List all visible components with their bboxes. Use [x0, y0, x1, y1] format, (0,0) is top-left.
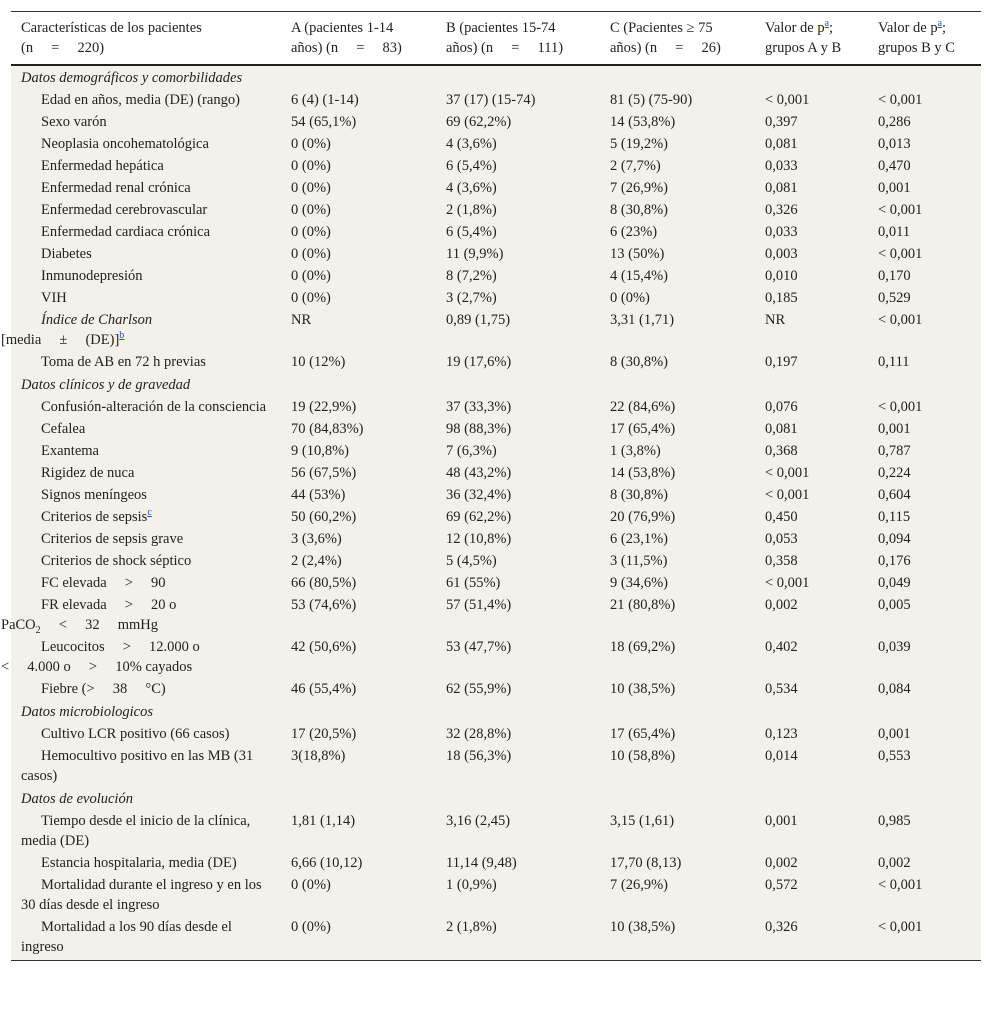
cell-p-ab: 0,326 [755, 916, 868, 961]
cell-a: 0 (0%) [291, 202, 331, 218]
cell-p-bc: 0,011 [878, 224, 911, 240]
table-row [11, 133, 981, 155]
cell-p-bc: 0,787 [878, 443, 911, 459]
cell-c: 14 (53,8%) [610, 465, 676, 481]
cell-b: 98 (88,3%) [446, 421, 512, 437]
cell-p-ab: 0,014 [765, 748, 798, 764]
table-row [11, 111, 981, 133]
cell-p-ab: 0,053 [765, 531, 798, 547]
cell-c: 17 (65,4%) [610, 726, 676, 742]
row-label: Hemocultivo positivo en las MB (31 casos) [21, 748, 254, 784]
cell-c: 81 (5) (75-90) [610, 92, 693, 108]
row-label: Diabetes [41, 246, 92, 262]
cell-p-bc: 0,115 [878, 509, 911, 525]
cell-a: 53 (74,6%) [291, 597, 357, 613]
header-group-c: C (Pacientes ≥ 75 años) (n = 26) [600, 12, 755, 66]
cell-p-ab: 0,534 [765, 681, 798, 697]
cell-b: 3 (2,7%) [446, 290, 497, 306]
cell-b: 57 (51,4%) [446, 597, 512, 613]
cell-b: 11 (9,9%) [446, 246, 504, 262]
section-title: Datos demográficos y comorbilidades [21, 70, 243, 86]
cell-p-ab: 0,123 [765, 726, 798, 742]
header-group-b: B (pacientes 15-74 años) (n = 111) [436, 12, 600, 66]
cell-c: 3,31 (1,71) [610, 312, 675, 328]
cell-a: 0 (0%) [291, 224, 331, 240]
row-label: Fiebre (> 38 °C) [41, 681, 166, 697]
cell-b: 69 (62,2%) [446, 509, 512, 525]
cell-p-bc: 0,001 [878, 421, 911, 437]
cell-p-ab: 0,326 [765, 202, 798, 218]
row-label: Mortalidad durante el ingreso y en los 30 días desde el ingreso [21, 877, 262, 913]
cell-b: 69 (62,2%) [446, 114, 512, 130]
cell-c: 10 (38,5%) [600, 916, 755, 961]
row-label: Signos meníngeos [41, 487, 147, 503]
section-row [11, 700, 981, 723]
cell-a: 6,66 (10,12) [291, 855, 363, 871]
cell-b: 53 (47,7%) [446, 639, 512, 655]
cell-a: 50 (60,2%) [291, 509, 357, 525]
cell-p-bc: 0,039 [878, 639, 911, 655]
header-p-bc: Valor de $p^a$; grupos B y C [868, 12, 981, 66]
cell-p-ab: < 0,001 [765, 575, 810, 591]
header-characteristics: Características de los pacientes (n = 220) [11, 12, 281, 66]
cell-b: 37 (33,3%) [446, 399, 512, 415]
cell-p-ab: 0,572 [765, 877, 798, 893]
cell-p-bc: 0,553 [878, 748, 911, 764]
row-label [1, 594, 281, 636]
cell-p-bc: 0,176 [878, 553, 911, 569]
fr-label-pre: PaCO [1, 617, 36, 633]
cell-b: 62 (55,9%) [446, 681, 512, 697]
cell-p-ab: < 0,001 [765, 465, 810, 481]
row-label [11, 506, 281, 528]
cell-p-ab: < 0,001 [765, 92, 810, 108]
row-label: Enfermedad hepática [41, 158, 164, 174]
header-row [11, 12, 981, 66]
cell-a: 10 (12%) [291, 354, 346, 370]
cell-a: 56 (67,5%) [291, 465, 357, 481]
row-label: Enfermedad cardiaca crónica [41, 224, 211, 240]
cell-a: 70 (84,83%) [291, 421, 364, 437]
cell-c: 9 (34,6%) [610, 575, 668, 591]
cell-a: 6 (4) (1-14) [291, 92, 359, 108]
row-label [1, 309, 281, 351]
cell-c: 6 (23,1%) [610, 531, 668, 547]
table-row [11, 852, 981, 874]
cell-b: 7 (6,3%) [446, 443, 497, 459]
cell-p-bc: 0,985 [878, 813, 911, 829]
cell-c: 8 (30,8%) [610, 354, 668, 370]
table-row [11, 528, 981, 550]
cell-p-ab: 0,001 [765, 813, 798, 829]
table-row [11, 723, 981, 745]
cell-a: 54 (65,1%) [291, 114, 357, 130]
row-label: Rigidez de nuca [41, 465, 135, 481]
table-row [11, 243, 981, 265]
header-p-ab: Valor de $p^a$; grupos A y B [755, 12, 868, 66]
cell-p-bc: < 0,001 [878, 877, 923, 893]
table-row [11, 594, 981, 636]
cell-b: 37 (17) (15-74) [446, 92, 536, 108]
table-row [11, 462, 981, 484]
charlson-label: Índice de Charlson [41, 312, 153, 328]
cell-a: 66 (80,5%) [291, 575, 357, 591]
cell-p-bc: < 0,001 [878, 312, 923, 328]
cell-a: 46 (55,4%) [291, 681, 357, 697]
cell-c: 3 (11,5%) [610, 553, 668, 569]
cell-b: 36 (32,4%) [446, 487, 512, 503]
cell-p-bc: 0,224 [878, 465, 911, 481]
cell-c: 1 (3,8%) [610, 443, 661, 459]
cell-p-bc: 0,286 [878, 114, 911, 130]
table-row [11, 678, 981, 700]
table-row [11, 484, 981, 506]
cell-p-ab: 0,081 [765, 136, 798, 152]
cell-c: 17,70 (8,13) [610, 855, 682, 871]
row-label: Enfermedad renal crónica [41, 180, 191, 196]
cell-c: 13 (50%) [610, 246, 665, 262]
cell-a: 0 (0%) [291, 877, 331, 893]
section-title: Datos microbiologicos [21, 704, 153, 720]
fr-label-line1: FR elevada > 20 o [41, 597, 177, 613]
row-label: Cefalea [41, 421, 86, 437]
cell-b: 0,89 (1,75) [446, 312, 511, 328]
cell-b: 19 (17,6%) [446, 354, 512, 370]
cell-p-bc: 0,529 [878, 290, 911, 306]
cell-c: 2 (7,7%) [610, 158, 661, 174]
row-label: Sexo varón [41, 114, 107, 130]
table-row [11, 810, 981, 852]
table-row [11, 309, 981, 351]
cell-a: 2 (2,4%) [291, 553, 342, 569]
cell-p-ab: 0,197 [765, 354, 798, 370]
cell-a: 17 (20,5%) [291, 726, 357, 742]
cell-b: 12 (10,8%) [446, 531, 512, 547]
cell-p-bc: < 0,001 [878, 202, 923, 218]
cell-p-ab: 0,402 [765, 639, 798, 655]
table-row [11, 221, 981, 243]
table-row [11, 89, 981, 111]
cell-p-bc: 0,470 [878, 158, 911, 174]
cell-b: 8 (7,2%) [446, 268, 497, 284]
cell-c: 14 (53,8%) [610, 114, 676, 130]
cell-b: 4 (3,6%) [446, 136, 497, 152]
cell-p-ab: 0,358 [765, 553, 798, 569]
row-label: Inmunodepresión [41, 268, 143, 284]
table-row [11, 155, 981, 177]
cell-a: 42 (50,6%) [291, 639, 357, 655]
row-label: Exantema [41, 443, 99, 459]
cell-a: 9 (10,8%) [291, 443, 349, 459]
row-label: Mortalidad a los 90 días desde el ingreso [11, 916, 281, 961]
row-label: Toma de AB en 72 h previas [41, 354, 206, 370]
cell-p-ab: 0,081 [765, 180, 798, 196]
cell-p-bc: 0,002 [878, 855, 911, 871]
cell-c: 4 (15,4%) [610, 268, 668, 284]
cell-p-bc: 0,013 [878, 136, 911, 152]
leuco-label-line1: Leucocitos > 12.000 o [41, 639, 200, 655]
row-label: VIH [41, 290, 67, 306]
row-label: Confusión-alteración de la consciencia [41, 399, 267, 415]
table-row [11, 550, 981, 572]
section-title: Datos de evolución [21, 791, 133, 807]
cell-p-bc: < 0,001 [878, 92, 923, 108]
row-label: Criterios de shock séptico [41, 553, 192, 569]
header-group-a: A (pacientes 1-14 años) (n = 83) [281, 12, 436, 66]
cell-p-bc: 0,001 [878, 726, 911, 742]
cell-c: 17 (65,4%) [610, 421, 676, 437]
cell-p-bc: 0,001 [878, 180, 911, 196]
table-row [11, 916, 981, 961]
cell-c: 18 (69,2%) [610, 639, 676, 655]
footnote-link-a[interactable]: a [824, 18, 830, 30]
cell-c: 0 (0%) [610, 290, 650, 306]
cell-p-bc: < 0,001 [878, 399, 923, 415]
fr-label-sub: 2 [35, 624, 41, 636]
cell-a: 0 (0%) [291, 158, 331, 174]
cell-b: 2 (1,8%) [446, 202, 497, 218]
cell-p-ab: 0,185 [765, 290, 798, 306]
cell-c: 5 (19,2%) [610, 136, 668, 152]
cell-c: 3,15 (1,61) [610, 813, 675, 829]
charlson-unit: [media ± (DE)] [1, 332, 120, 348]
table-row [11, 177, 981, 199]
table-row [11, 418, 981, 440]
section-row [11, 373, 981, 396]
cell-b: 61 (55%) [446, 575, 501, 591]
table-row [11, 572, 981, 594]
cell-p-bc: 0,170 [878, 268, 911, 284]
cell-a: NR [291, 312, 312, 328]
cell-a: 0 (0%) [291, 268, 331, 284]
cell-a: 0 (0%) [291, 136, 331, 152]
footnote-link-c[interactable]: c [147, 507, 152, 519]
cell-c: 22 (84,6%) [610, 399, 676, 415]
cell-p-bc: 0,005 [878, 597, 911, 613]
cell-p-bc: 0,604 [878, 487, 911, 503]
cell-a: 1,81 (1,14) [291, 813, 356, 829]
table-row [11, 287, 981, 309]
row-label: Tiempo desde el inicio de la clínica, media (DE) [21, 813, 251, 849]
cell-c: 8 (30,8%) [610, 487, 668, 503]
footnote-link-b[interactable]: b [119, 330, 125, 342]
leuco-label-line2: < 4.000 o > 10% cayados [1, 659, 193, 675]
cell-p-ab: 0,002 [765, 855, 798, 871]
cell-a: 0 (0%) [281, 916, 436, 961]
cell-b: 1 (0,9%) [446, 877, 497, 893]
cell-a: 19 (22,9%) [291, 399, 357, 415]
section-row [11, 65, 981, 89]
row-label: Cultivo LCR positivo (66 casos) [41, 726, 230, 742]
footnote-link-a[interactable]: a [937, 18, 943, 30]
cell-b: 6 (5,4%) [446, 158, 497, 174]
cell-a: 0 (0%) [291, 246, 331, 262]
cell-p-ab: NR [765, 312, 786, 328]
cell-b: 2 (1,8%) [436, 916, 600, 961]
cell-p-bc: 0,049 [878, 575, 911, 591]
cell-p-ab: 0,010 [765, 268, 798, 284]
row-label: FC elevada > 90 [41, 575, 166, 591]
cell-p-bc: < 0,001 [878, 246, 923, 262]
table-row [11, 199, 981, 221]
cell-b: 3,16 (2,45) [446, 813, 511, 829]
cell-a: 44 (53%) [291, 487, 346, 503]
cell-c: 10 (58,8%) [610, 748, 676, 764]
sepsis-label: Criterios de sepsis [41, 509, 148, 525]
table-row [11, 396, 981, 418]
cell-c: 20 (76,9%) [610, 509, 676, 525]
row-label: Neoplasia oncohematológica [41, 136, 209, 152]
cell-p-bc: < 0,001 [868, 916, 981, 961]
cell-p-ab: 0,450 [765, 509, 798, 525]
cell-p-ab: 0,033 [765, 224, 798, 240]
fr-label-post: < 32 mmHg [40, 617, 158, 633]
cell-p-ab: 0,076 [765, 399, 798, 415]
table-row [11, 440, 981, 462]
cell-c: 10 (38,5%) [610, 681, 676, 697]
row-label: Estancia hospitalaria, media (DE) [41, 855, 237, 871]
cell-p-ab: 0,003 [765, 246, 798, 262]
section-title: Datos clínicos y de gravedad [21, 377, 191, 393]
table-row [11, 351, 981, 373]
table-row [11, 745, 981, 787]
table-row [11, 506, 981, 528]
cell-b: 11,14 (9,48) [446, 855, 517, 871]
cell-p-ab: 0,081 [765, 421, 798, 437]
cell-a: 0 (0%) [291, 180, 331, 196]
row-label: Edad en años, media (DE) (rango) [41, 92, 240, 108]
cell-b: 5 (4,5%) [446, 553, 497, 569]
cell-a: 3 (3,6%) [291, 531, 342, 547]
cell-c: 6 (23%) [610, 224, 658, 240]
row-label: Enfermedad cerebrovascular [41, 202, 208, 218]
cell-p-ab: 0,368 [765, 443, 798, 459]
cell-a: 0 (0%) [291, 290, 331, 306]
row-label: Criterios de sepsis grave [41, 531, 184, 547]
cell-a: 3(18,8%) [291, 748, 346, 764]
cell-p-bc: 0,094 [878, 531, 911, 547]
cell-p-bc: 0,111 [878, 354, 910, 370]
cell-b: 4 (3,6%) [446, 180, 497, 196]
cell-c: 7 (26,9%) [610, 877, 668, 893]
cell-c: 7 (26,9%) [610, 180, 668, 196]
cell-p-bc: 0,084 [878, 681, 911, 697]
row-label [1, 636, 281, 678]
cell-p-ab: 0,397 [765, 114, 798, 130]
section-row [11, 787, 981, 810]
cell-c: 21 (80,8%) [610, 597, 676, 613]
cell-p-ab: 0,002 [765, 597, 798, 613]
cell-b: 48 (43,2%) [446, 465, 512, 481]
cell-b: 6 (5,4%) [446, 224, 497, 240]
cell-p-ab: 0,033 [765, 158, 798, 174]
table-row [11, 636, 981, 678]
cell-b: 18 (56,3%) [446, 748, 512, 764]
cell-c: 8 (30,8%) [610, 202, 668, 218]
table-row [11, 874, 981, 916]
cell-b: 32 (28,8%) [446, 726, 512, 742]
table-row [11, 265, 981, 287]
cell-p-ab: < 0,001 [765, 487, 810, 503]
patient-characteristics-table [1, 11, 981, 961]
